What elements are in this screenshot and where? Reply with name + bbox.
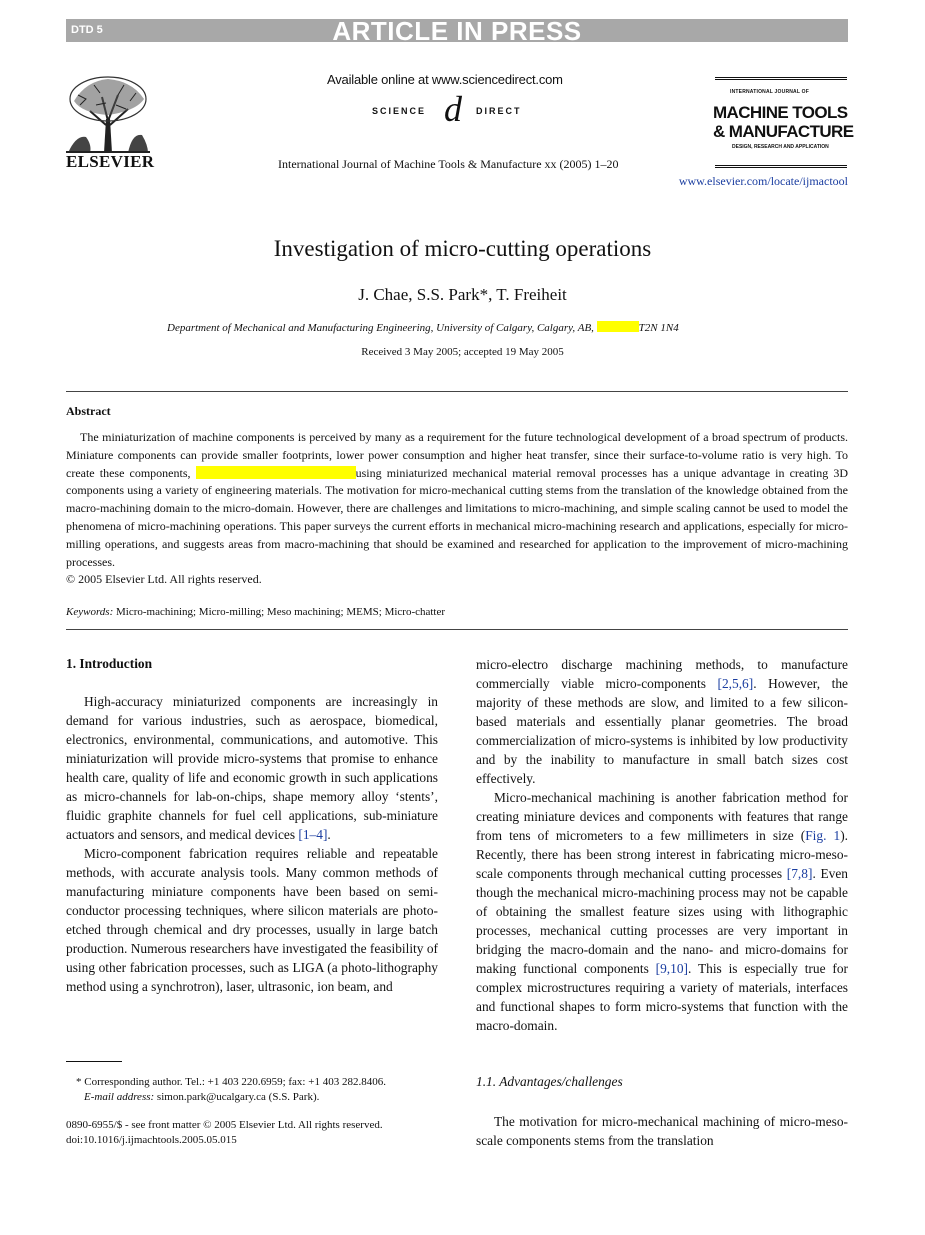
paragraph-text: micro-electro discharge machining methods, to manufacture commercially viable micro-components (476, 657, 848, 691)
sd-direct-text: DIRECT (476, 106, 522, 116)
sciencedirect-logo (372, 89, 542, 130)
section-heading-introduction: 1. Introduction (66, 656, 153, 671)
abstract-body (66, 429, 848, 571)
sd-at-glyph-icon: d (444, 89, 462, 129)
journal-logo-rule (715, 167, 847, 168)
left-column (66, 692, 438, 996)
paragraph: The motivation for micro-mechanical machining of micro-meso-scale components stems from the translation (476, 1114, 848, 1148)
received-dates: Received 3 May 2005; accepted 19 May 2005 (361, 346, 564, 358)
publisher-name: ELSEVIER (66, 152, 155, 171)
paragraph-text: Micro-mechanical machining is another fabrication method for creating miniature devices and components with features that range from tens of micrometers to a few millimeters in size ( (476, 790, 848, 843)
footnote-rule (66, 1061, 122, 1062)
article-status-banner (66, 16, 848, 46)
article-authors: J. Chae, S.S. Park*, T. Freiheit (358, 285, 567, 304)
email-line (66, 1090, 386, 1105)
paragraph-text: ). Recently, there has been strong interest in fabricating micro-meso-scale components through mechanical cutting processes (476, 828, 848, 881)
journal-logo-intl: INTERNATIONAL JOURNAL OF (730, 89, 809, 95)
corresponding-author-footnote (66, 1075, 386, 1105)
doi-line: doi:10.1016/j.ijmachtools.2005.05.015 (66, 1134, 237, 1146)
highlight-mark (196, 466, 356, 479)
journal-url-link[interactable]: www.elsevier.com/locate/ijmactool (678, 174, 848, 188)
right-column (476, 655, 848, 1035)
right-column-continued (476, 1112, 848, 1150)
citation-link[interactable]: [9,10] (655, 961, 689, 976)
email-address: simon.park@ucalgary.ca (S.S. Park). (156, 1091, 320, 1103)
elsevier-tree-logo-icon (66, 75, 150, 153)
paragraph-text: . However, the majority of these methods are slow, and limited to a few silicon-based materials and essentially planar geometries. The broad commercialization of micro-systems is inhibited by low productivity and by the inability to manufacture in small batch sizes cost effectively. (476, 676, 848, 786)
article-in-press-label: ARTICLE IN PRESS (332, 16, 582, 46)
paragraph-text: . This is especially true for complex microstructures requiring a variety of materials, interfaces and functional shapes to form micro-systems that function with the macro-domain. (476, 961, 848, 1033)
citation-link[interactable]: [2,5,6] (717, 676, 754, 691)
keywords-label: Keywords: (66, 606, 114, 618)
dtd-tag: DTD 5 (71, 24, 103, 36)
paragraph: High-accuracy miniaturized components are increasingly in demand for various industries, such as aerospace, biomedical, electronics, environmental, communications, and automotive. This miniaturization will provide micro-systems that promise to enhance health care, quality of life and economic growth in such applications as micro-channels for lab-on-chips, shape memory alloy ‘stents’, fluidic graphite channels for fuel cell applications, sub-miniature actuators and sensors, and medical devices [1–4]. (66, 694, 438, 842)
paragraph-text: High-accuracy miniaturized components are increasingly in demand for various industries, such as aerospace, biomedical, electronics, environmental, communications, and automotive. This miniaturization will provide micro-systems that promise to enhance health care, quality of life and economic growth in such applications as micro-channels for lab-on-chips, shape memory alloy ‘stents’, fluidic graphite channels for fuel cell applications, sub-miniature actuators and sensors, and medical devices (66, 694, 438, 842)
figure-link[interactable]: Fig. 1 (805, 828, 841, 843)
keywords-line (66, 606, 445, 618)
journal-logo-rule (715, 79, 847, 80)
journal-logo-rule (715, 165, 847, 166)
abstract-heading: Abstract (66, 404, 111, 418)
issn-block (66, 1118, 383, 1148)
author-affiliation (167, 321, 679, 334)
citation-link[interactable]: [7,8] (786, 866, 813, 881)
available-online-text: Available online at www.sciencedirect.com (327, 72, 563, 87)
divider-rule (66, 629, 848, 630)
corresponding-line: * Corresponding author. Tel.: +1 403 220.6959; fax: +1 403 282.8406. (76, 1076, 386, 1088)
citation-link[interactable]: [1–4] (298, 827, 328, 842)
affiliation-postal: T2N 1N4 (638, 322, 679, 334)
paragraph (476, 655, 848, 788)
affiliation-text: Department of Mechanical and Manufacturing Engineering, University of Calgary, Calgary, AB, (167, 322, 594, 334)
article-title: Investigation of micro-cutting operations (273, 236, 652, 261)
email-label: E-mail address: (84, 1091, 155, 1103)
paragraph-text: . Even though the mechanical micro-machining process may not be capable of obtaining the smallest feature sizes using with lithographic processes, mechanical cutting processes are very important in bridging the macro-domain and the nano- and micro-domains for making functional components (476, 866, 848, 976)
paragraph: Micro-component fabrication requires reliable and repeatable methods, with accurate analysis tools. Many common methods of manufacturing miniature components have been based on semi-conductor processing techniques, where silicon materials are photo-etched through chemical and dry processes, usually in large batch production. Numerous researchers have investigated the feasibility of using other fabrication processes, such as LIGA (a photo-lithography method using a synchrotron), laser, ultrasonic, ion beam, and (66, 846, 438, 994)
copyright-notice: © 2005 Elsevier Ltd. All rights reserved. (66, 572, 262, 586)
journal-logo-rule (715, 77, 847, 78)
journal-logo-line1: MACHINE TOOLS (713, 103, 848, 122)
journal-logo-sub: DESIGN, RESEARCH AND APPLICATION (732, 144, 829, 150)
abstract-text-b: using miniaturized mechanical material removal processes has a unique advantage in creating 3D components using a variety of engineering materials. The motivation for micro-mechanical cutting stems from the translation of the knowledge obtained from the macro-machining domain to the micro-domain. However, there are challenges and limitations to micro-machining, and simple scaling cannot be used to model the phenomena of micro-machining operations. This paper surveys the current efforts in mechanical micro-machining research and applications, especially for micro-milling operations, and suggests areas from macro-machining that should be examined and researched for application to the improvement of micro-machining processes. (66, 465, 849, 569)
abstract-text-a: The miniaturization of machine components is perceived by many as a requirement for the future technological development of a broad spectrum of products. Miniature components can provide smaller footprints, lower power consumption and higher heat transfer, since their surface-to-volume ratio is very high. To create these components, (66, 430, 848, 480)
journal-logo-line2: & MANUFACTURE (713, 122, 854, 141)
journal-reference: International Journal of Machine Tools & Manufacture xx (2005) 1–20 (278, 157, 619, 171)
subsection-heading: 1.1. Advantages/challenges (476, 1074, 623, 1089)
divider-rule (66, 391, 848, 392)
sd-science-text: SCIENCE (372, 106, 427, 116)
keywords-list: Micro-machining; Micro-milling; Meso machining; MEMS; Micro-chatter (116, 606, 446, 618)
issn-line: 0890-6955/$ - see front matter © 2005 Elsevier Ltd. All rights reserved. (66, 1119, 383, 1131)
paragraph (476, 788, 848, 1035)
highlight-mark (597, 321, 639, 332)
